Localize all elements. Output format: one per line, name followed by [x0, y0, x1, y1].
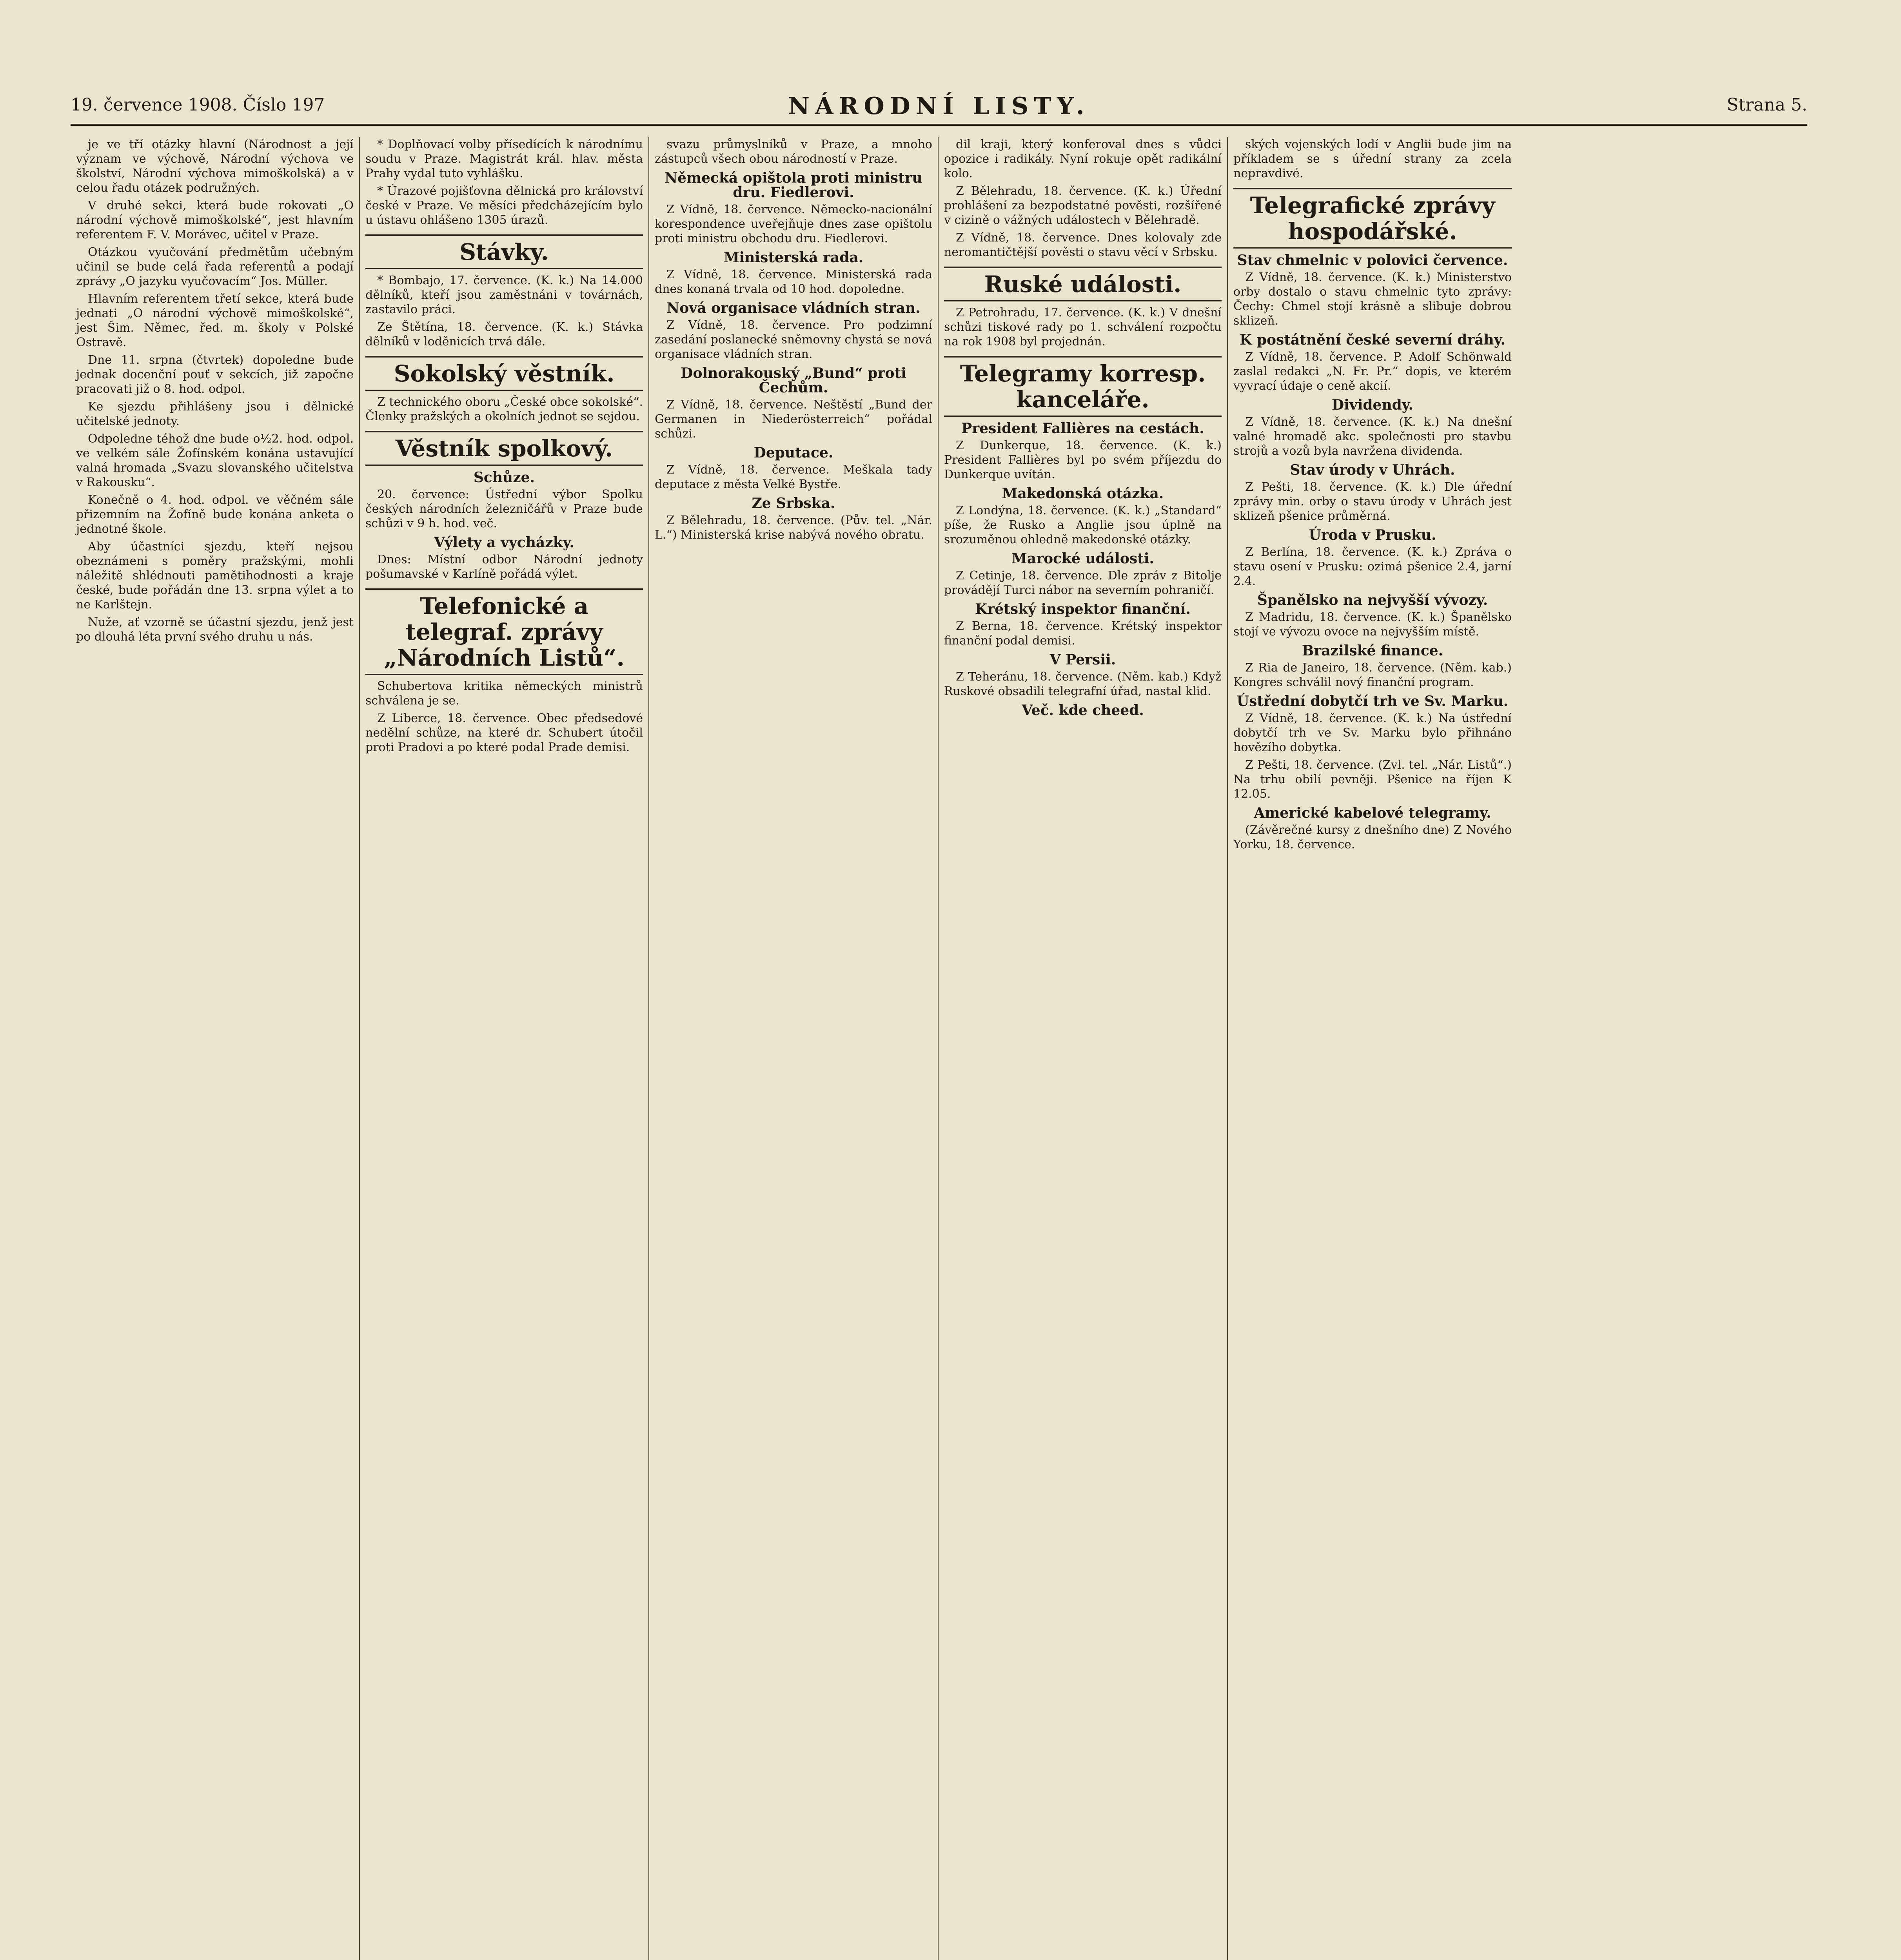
article-paragraph: Z Vídně, 18. července. Ministerská rada dnes konaná trvala od 10 hod. dopoledne.: [655, 268, 932, 296]
article-paragraph: Z Pešti, 18. července. (K. k.) Dle úřední zprávy min. orby o stavu úrody v Uhrách jest sklizeň pšenice průměrná.: [1233, 480, 1512, 523]
article-paragraph: * Úrazové pojišťovna dělnická pro království české v Praze. Ve měsíci předcházejícím bylo u ústavu ohlášeno 1305 úrazů.: [365, 184, 643, 227]
subsection-heading: Več. kde cheed.: [1022, 702, 1144, 719]
subsection-heading: Deputace.: [754, 445, 833, 461]
section-heading: Telegramy korresp. kanceláře.: [944, 356, 1222, 417]
article-paragraph: Z Dunkerque, 18. července. (K. k.) President Fallières byl po svém příjezdu do Dunkerque uvítán.: [944, 439, 1222, 481]
subsection-heading: President Fallières na cestách.: [961, 420, 1204, 437]
column-4: [939, 137, 1228, 1960]
subsection-heading: Marocké události.: [1011, 550, 1154, 567]
article-paragraph: je ve tří otázky hlavní (Národnost a její význam ve výchově, Národní výchova ve školství, Národní výchova mimoškolská) a v celou řadu otázek podružných.: [76, 138, 354, 195]
article-paragraph: Z Bělehradu, 18. července. (Pův. tel. „Nár. L.“) Ministerská krise nabývá nového obratu.: [655, 514, 932, 542]
article-paragraph: Schubertova kritika německých ministrů schválena je se.: [365, 679, 643, 708]
article-paragraph: Z Vídně, 18. července. Dnes kolovaly zde neromantičtější pověsti o stavu věcí v Srbsku.: [944, 231, 1222, 259]
article-paragraph: Z Vídně, 18. července. Meškala tady deputace z města Velké Bystře.: [655, 463, 932, 491]
article-paragraph: Otázkou vyučování předmětům učebným učinil se bude celá řada referentů a podají zprávy „O jazyku vyučovacím“ Jos. Müller.: [76, 245, 354, 288]
article-paragraph: * Doplňovací volby přísedících k národnímu soudu v Praze. Magistrát král. hlav. města Prahy vydal tuto vyhlášku.: [365, 138, 643, 180]
subsection-heading: Dividendy.: [1331, 397, 1414, 413]
issue-date: 19. července 1908. Číslo 197: [71, 95, 325, 115]
column-2: [360, 137, 649, 1960]
section-heading: Stávky.: [365, 234, 643, 269]
subsection-heading: Úroda v Prusku.: [1309, 527, 1436, 543]
article-paragraph: Z Vídně, 18. července. Neštěstí „Bund der Germanen in Niederösterreich“ pořádal schůzi.: [655, 398, 932, 441]
article-paragraph: Ke sjezdu přihlášeny jsou i dělnické učitelské jednoty.: [76, 400, 354, 428]
subsection-heading: Dolnorakouský „Bund“ proti Čechům.: [681, 365, 906, 396]
subsection-heading: Ústřední dobytčí trh ve Sv. Marku.: [1236, 693, 1509, 710]
subsection-heading: Americké kabelové telegramy.: [1254, 805, 1491, 821]
subsection-heading: Stav úrody v Uhrách.: [1290, 462, 1455, 478]
section-heading: Telefonické a telegraf. zprávy „Národních Listů“.: [365, 588, 643, 675]
subsection-heading: V Persii.: [1049, 652, 1116, 668]
article-paragraph: svazu průmyslníků v Praze, a mnoho zástupců všech obou národností v Praze.: [655, 138, 932, 166]
newspaper-title: NÁRODNÍ LISTY.: [788, 93, 1090, 120]
article-paragraph: Z Vídně, 18. července. (K. k.) Na ústřední dobytčí trh ve Sv. Marku bylo přihnáno hovězího dobytka.: [1233, 711, 1512, 754]
article-paragraph: Z Cetinje, 18. července. Dle zpráv z Bitolje provádějí Turci nábor na severním pohraničí.: [944, 569, 1222, 597]
article-paragraph: Dnes: Místní odbor Národní jednoty pošumavské v Karlíně pořádá výlet.: [365, 553, 643, 581]
subsection-heading: K postátnění české severní dráhy.: [1239, 332, 1506, 348]
subsection-heading: Výlety a vycházky.: [434, 534, 574, 551]
subsection-heading: Ze Srbska.: [752, 495, 835, 512]
section-heading: Ruské události.: [944, 267, 1222, 301]
article-paragraph: Z Vídně, 18. července. P. Adolf Schönwald zaslal redakci „N. Fr. Pr.“ dopis, ve kterém vyvrací údaje o ceně akcií.: [1233, 350, 1512, 393]
article-paragraph: Z Vídně, 18. července. (K. k.) Na dnešní valné hromadě akc. společnosti pro stavbu strojů a vozů byla navržena dividenda.: [1233, 415, 1512, 458]
article-paragraph: Z Berna, 18. července. Krétský inspektor finanční podal demisi.: [944, 619, 1222, 648]
article-paragraph: Z Vídně, 18. července. Německo-nacionální korespondence uveřejňuje dnes zase opištolu proti ministru obchodu dru. Fiedlerovi.: [655, 203, 932, 245]
subsection-heading: Nová organisace vládních stran.: [666, 300, 921, 316]
subsection-heading: Schůze.: [473, 469, 535, 486]
columns: [71, 137, 1807, 1960]
column-3: [649, 137, 939, 1960]
article-paragraph: Z Teheránu, 18. července. (Něm. kab.) Když Ruskové obsadili telegrafní úřad, nastal klid.: [944, 670, 1222, 698]
article-paragraph: Z Vídně, 18. července. Pro podzimní zasedání poslanecké sněmovny chystá se nová organisace vládních stran.: [655, 318, 932, 361]
article-paragraph: * Bombajo, 17. července. (K. k.) Na 14.000 dělníků, kteří jsou zaměstnáni v továrnách, zastavilo práci.: [365, 274, 643, 316]
subsection-heading: Španělsko na nejvyšší vývozy.: [1257, 592, 1488, 608]
section-heading: Sokolský věstník.: [365, 356, 643, 391]
article-paragraph: Z Ria de Janeiro, 18. července. (Něm. kab.) Kongres schválil nový finanční program.: [1233, 661, 1512, 689]
article-paragraph: Z Liberce, 18. července. Obec předsedové nedělní schůze, na které dr. Schubert útočil proti Pradovi a po které podal Prade demisi.: [365, 711, 643, 754]
subsection-heading: Stav chmelnic v polovici července.: [1237, 252, 1508, 269]
article-paragraph: Konečně o 4. hod. odpol. ve věčném sále přizemním na Žofíně bude konána anketa o jednotné škole.: [76, 493, 354, 536]
section-heading: Telegrafické zprávy hospodářské.: [1233, 188, 1512, 249]
subsection-heading: Brazilské finance.: [1302, 642, 1443, 659]
article-paragraph: Nuže, ať vzorně se účastní sjezdu, jenž jest po dlouhá léta první svého druhu u nás.: [76, 615, 354, 644]
article-paragraph: Ze Štětína, 18. července. (K. k.) Stávka dělníků v loděnicích trvá dále.: [365, 320, 643, 348]
masthead: [71, 93, 1807, 126]
page-number: Strana 5.: [1727, 95, 1807, 115]
article-paragraph: dil kraji, který konferoval dnes s vůdci opozice i radikály. Nyní rokuje opět radikální kolo.: [944, 138, 1222, 180]
article-paragraph: 20. července: Ústřední výbor Spolku českých národních železničářů v Praze bude schůzi v 9 h. hod. več.: [365, 488, 643, 530]
article-paragraph: Z Pešti, 18. července. (Zvl. tel. „Nár. Listů“.) Na trhu obilí pevněji. Pšenice na říjen K 12.05.: [1233, 758, 1512, 801]
article-paragraph: Z Berlína, 18. července. (K. k.) Zpráva o stavu osení v Prusku: ozimá pšenice 2.4, jarní 2.4.: [1233, 545, 1512, 588]
article-paragraph: Z Bělehradu, 18. července. (K. k.) Úřední prohlášení za bezpodstatné pověsti, rozšířené v cizině o vážných událostech v Bělehradě.: [944, 184, 1222, 227]
article-paragraph: Hlavním referentem třetí sekce, která bude jednati „O národní výchově mimoškolské“, jest Šim. Němec, řed. m. školy v Polské Ostravě.: [76, 292, 354, 349]
column-5: [1228, 137, 1517, 1960]
article-paragraph: Z Madridu, 18. července. (K. k.) Španělsko stojí ve vývozu ovoce na nejvyšším místě.: [1233, 610, 1512, 639]
article-paragraph: Z technického oboru „České obce sokolské“. Členky pražských a okolních jednot se sejdou.: [365, 395, 643, 423]
column-1: [71, 137, 360, 1960]
subsection-heading: Makedonská otázka.: [1002, 485, 1164, 502]
article-paragraph: Z Londýna, 18. července. (K. k.) „Standard“ píše, že Rusko a Anglie jsou úplně na srozuměnou ohledně makedonské otázky.: [944, 504, 1222, 546]
article-paragraph: V druhé sekci, která bude rokovati „O národní výchově mimoškolské“, jest hlavním referentem F. V. Morávec, učitel v Praze.: [76, 199, 354, 241]
article-paragraph: ských vojenských lodí v Anglii bude jim na příkladem se s úřední strany za zcela nepravdivé.: [1233, 138, 1512, 180]
article-paragraph: Aby účastníci sjezdu, kteří nejsou obeznámeni s poměry pražskými, mohli náležitě shlédnouti pamětihodnosti a kraje české, bude pořádán dne 13. srpna výlet a to ne Karlštejn.: [76, 540, 354, 612]
article-paragraph: Odpoledne téhož dne bude o½2. hod. odpol. ve velkém sále Žofínském konána ustavující valná hromada „Svazu slovanského učitelstva v Rakousku“.: [76, 432, 354, 489]
article-paragraph: Z Petrohradu, 17. července. (K. k.) V dnešní schůzi tiskové rady po 1. schválení rozpočtu na rok 1908 byl projednán.: [944, 306, 1222, 348]
article-paragraph: (Závěrečné kursy z dnešního dne) Z Nového Yorku, 18. července.: [1233, 823, 1512, 851]
subsection-heading: Německá opištola proti ministru dru. Fiedlerovi.: [665, 170, 922, 201]
article-paragraph: Z Vídně, 18. července. (K. k.) Ministerstvo orby dostalo o stavu chmelnic tyto zprávy: Čechy: Chmel stojí krásně a slibuje dobrou sklizeň.: [1233, 270, 1512, 328]
subsection-heading: Krétský inspektor finanční.: [975, 601, 1191, 617]
article-paragraph: Dne 11. srpna (čtvrtek) dopoledne bude jednak docenční pouť v sekcích, již započne pracovati již o 8. hod. odpol.: [76, 353, 354, 396]
subsection-heading: Ministerská rada.: [723, 249, 864, 266]
section-heading: Věstník spolkový.: [365, 431, 643, 466]
